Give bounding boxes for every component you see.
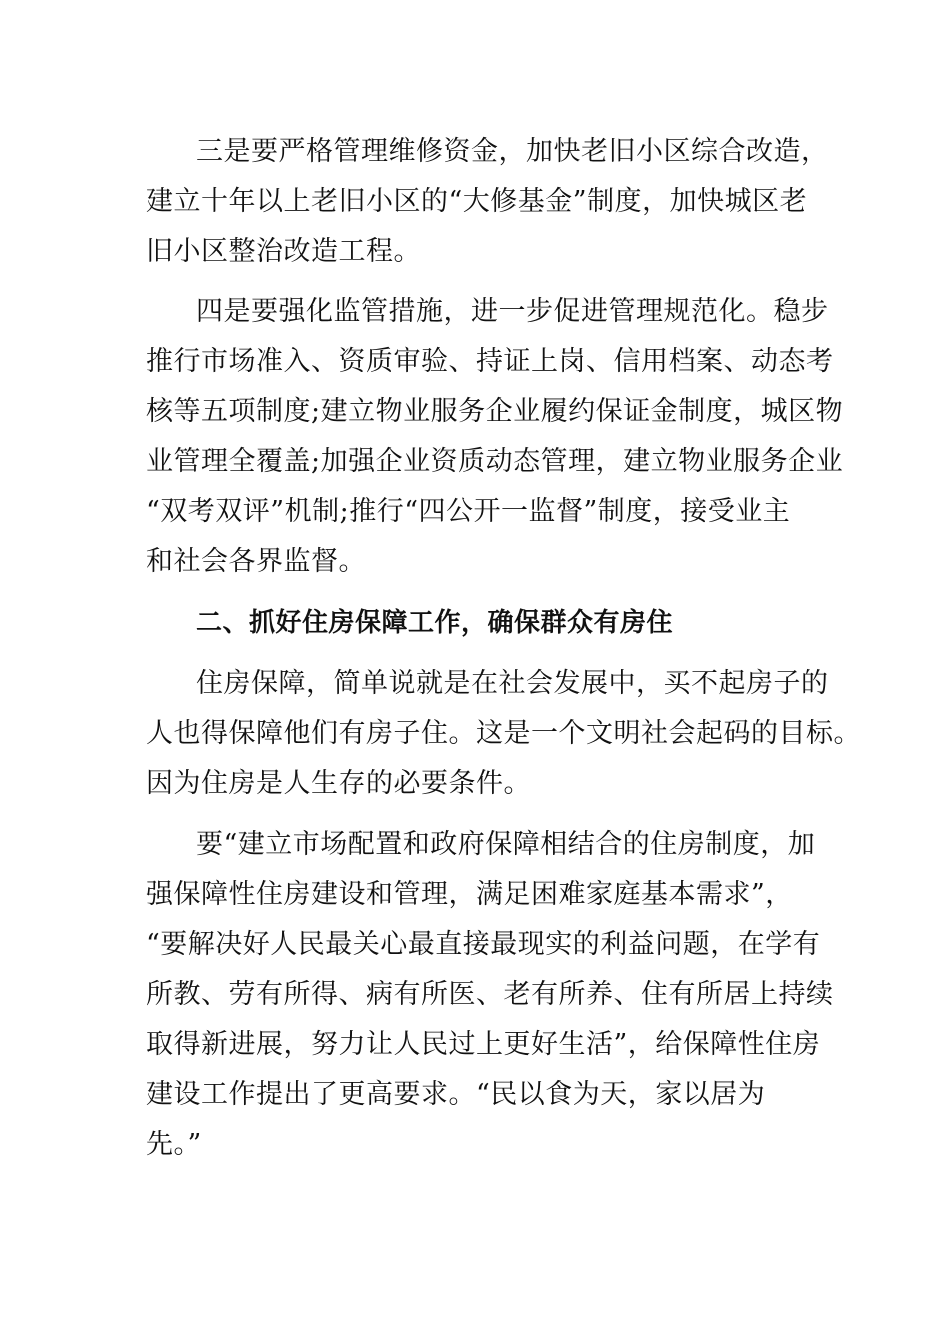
- paragraph-1-line-3: 旧小区整治改造工程。: [146, 236, 421, 267]
- paragraph-4-line-3: “要解决好人民最关心最直接最现实的利益问题，在学有: [146, 929, 821, 960]
- paragraph-2-line-4: 业管理全覆盖;加强企业资质动态管理，建立物业服务企业: [146, 446, 844, 477]
- paragraph-3-line-1: 住房保障，简单说就是在社会发展中，买不起房子的: [196, 668, 829, 699]
- paragraph-4-line-5: 取得新进展，努力让人民过上更好生活”，给保障性住房: [146, 1029, 821, 1060]
- paragraph-4-line-6: 建设工作提出了更高要求。“民以食为天，家以居为: [146, 1079, 766, 1110]
- paragraph-3-line-2: 人也得保障他们有房子住。这是一个文明社会起码的目标。: [146, 718, 861, 749]
- paragraph-1-line-1: 三是要严格管理维修资金，加快老旧小区综合改造，: [196, 136, 829, 167]
- section-heading: 二、抓好住房保障工作，确保群众有房住: [196, 608, 674, 638]
- paragraph-4-line-7: 先。”: [146, 1129, 202, 1160]
- paragraph-2-line-5: “双考双评”机制;推行“四公开一监督”制度，接受业主: [146, 496, 791, 527]
- paragraph-4-line-1: 要“建立市场配置和政府保障相结合的住房制度，加: [196, 829, 816, 860]
- paragraph-1-line-2: 建立十年以上老旧小区的“大修基金”制度，加快城区老: [146, 186, 808, 217]
- paragraph-4-line-4: 所教、劳有所得、病有所医、老有所养、住有所居上持续: [146, 979, 834, 1010]
- paragraph-2-line-1: 四是要强化监管措施，进一步促进管理规范化。稳步: [196, 296, 829, 327]
- paragraph-4-line-2: 强保障性住房建设和管理，满足困难家庭基本需求”，: [146, 879, 793, 910]
- paragraph-2-line-2: 推行市场准入、资质审验、持证上岗、信用档案、动态考: [146, 346, 834, 377]
- paragraph-3-line-3: 因为住房是人生存的必要条件。: [146, 768, 531, 799]
- paragraph-2-line-6: 和社会各界监督。: [146, 546, 366, 577]
- paragraph-2-line-3: 核等五项制度;建立物业服务企业履约保证金制度，城区物: [146, 396, 844, 427]
